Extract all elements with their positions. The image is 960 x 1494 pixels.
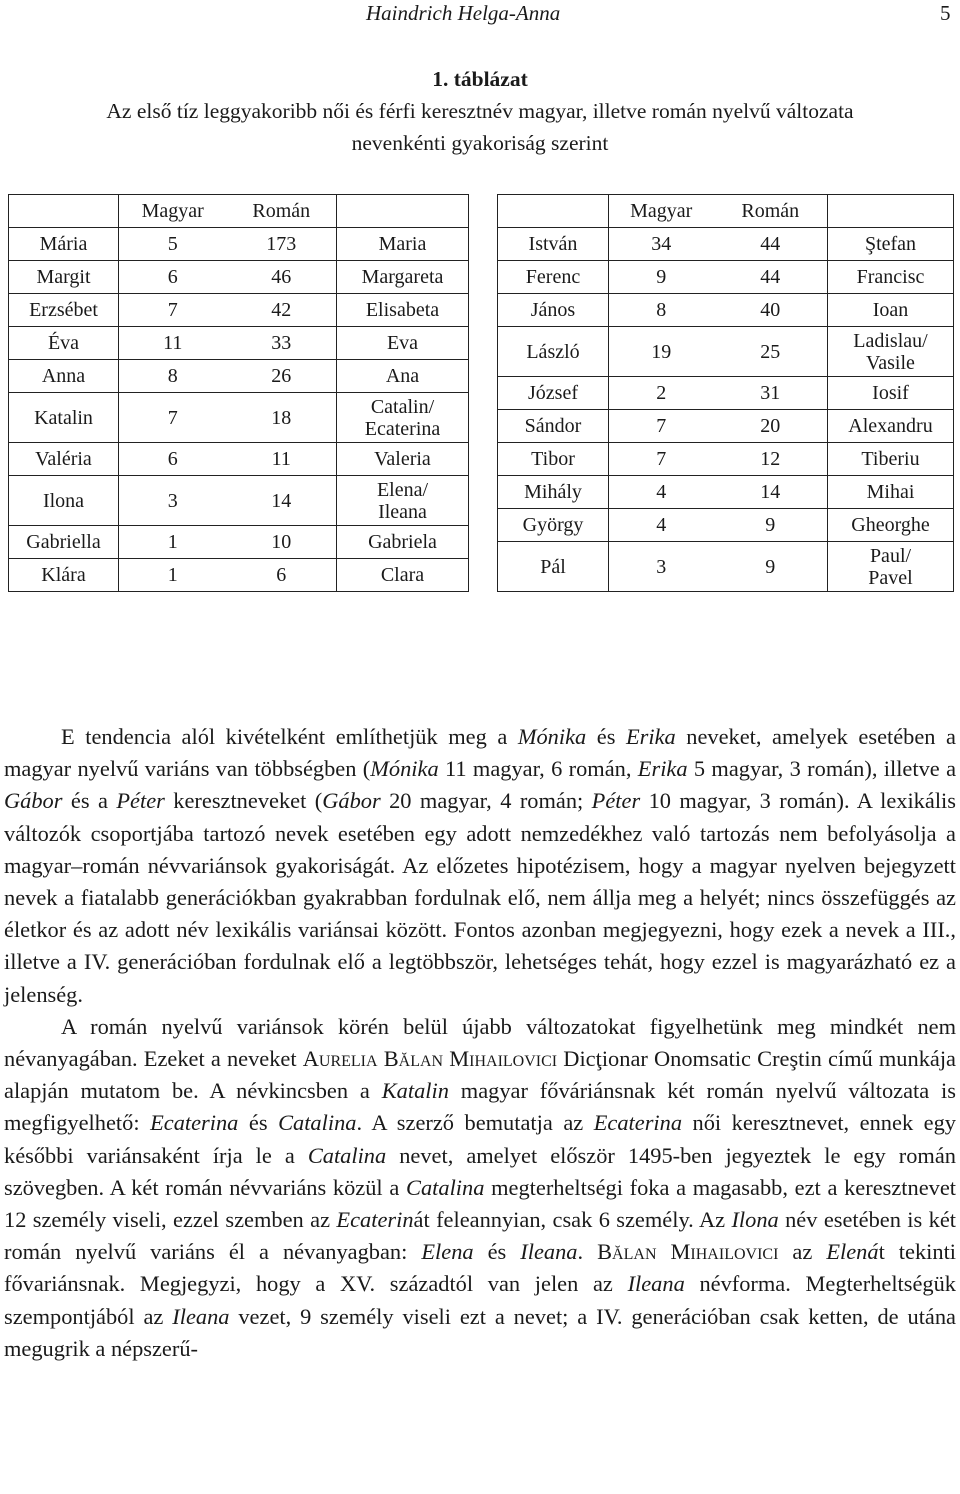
table-cell: Erzsébet [9,294,119,327]
table-cell: Paul/ Pavel [828,542,954,592]
italic-name: Catalina [278,1110,357,1136]
table-row [9,559,469,592]
table-cell: Valeria [337,443,469,476]
table-cell: Sándor [498,410,609,443]
table-header-cell [337,195,469,228]
table-cell: 9 [609,261,714,294]
table-cell: 10 [227,526,337,559]
table-cell: Ioan [828,294,954,327]
table-row [498,476,954,509]
table-row [498,542,954,592]
page-header [0,0,960,30]
table-cell: Mária [9,228,119,261]
text-run: A román nyelvű variánsok körén belül újabb változatokat figyelhetünk meg mindkét nem névanyagában. Ezeket a neveket [4,1013,956,1072]
table-cell: Mihai [828,476,954,509]
table-row [9,327,469,360]
text-run: az [778,1239,827,1265]
table-cell: Ilona [9,476,119,526]
table-cell: István [498,228,609,261]
italic-name: Katalin [381,1078,449,1104]
text-run: és [238,1110,279,1136]
table-header-cell: Román [714,195,828,228]
table-header-cell: Román [227,195,337,228]
table-row [498,261,954,294]
table-row [9,228,469,261]
table-header-cell: Magyar [609,195,714,228]
table-row [498,443,954,476]
table-cell: Margareta [337,261,469,294]
italic-name: Ileana [172,1303,230,1329]
table-cell: 3 [119,476,227,526]
running-head-author: Haindrich Helga-Anna [366,1,561,25]
table-cell: 12 [714,443,828,476]
table-row [498,327,954,377]
table-cell: 44 [714,261,828,294]
table-cell: 4 [609,509,714,542]
italic-name: Elena [421,1239,474,1265]
table-number: 1. táblázat [432,67,528,91]
table-cell: Iosif [828,377,954,410]
table-cell: Gabriella [9,526,119,559]
table-row [9,294,469,327]
text-run: 10 magyar, 3 román). A lexikális változók csoportjába tartozó nevek esetében egy adott nemzedékhez való tartozás nem befolyásolja a magyar–román névvariánsok gyakoriságát. Az előzetes hipotézisem, hogy a magyar nyelven bejegyzett nevek a fiatalabb generációkban gyakrabban fordulnak elő, nem állja meg a helyét; nincs összefüggés az életkor és az adott név lexikális variánsai között. Fontos azonban megjegyezni, hogy ezek a nevek a III., illetve a IV. generációban fordulnak elő a legtöbbször, lehetséges tehát, hogy ezzel is magyarázható ez a jelenség. [4,788,956,1007]
table-cell: Valéria [9,443,119,476]
table-cell: 7 [119,294,227,327]
table-cell: Eva [337,327,469,360]
table-cell: 173 [227,228,337,261]
text-run: megterheltségi foka a magasabb, ezt a keresztnevet 12 személy viseli, ezzel szemben az [4,1174,956,1233]
table-row [498,294,954,327]
text-run: névforma. Megterheltségük szempontjából az [4,1271,956,1329]
text-run: . A szerző bemutatja az [356,1110,594,1136]
text-run: név esetében is két román nyelvű variáns él a névanyagban: [4,1207,956,1265]
table-cell: Maria [337,228,469,261]
table-cell: 14 [714,476,828,509]
table-cell: János [498,294,609,327]
text-run: Dicţionar Onomsatic Creştin című munkája alapján mutatom be. A névkincsben a [4,1046,956,1104]
table-cell: Anna [9,360,119,393]
table-cell: 19 [609,327,714,377]
table-caption [0,63,960,159]
italic-name: Catalina [307,1142,387,1168]
table-cell: Ladislau/ Vasile [828,327,954,377]
table-cell: 1 [119,559,227,592]
table-header-cell [828,195,954,228]
table-cell: Ferenc [498,261,609,294]
table-cell: Elisabeta [337,294,469,327]
table-header-row [9,195,469,228]
table-row [9,476,469,526]
table-header-row [498,195,954,228]
text-run: neveket, amelyek esetében a magyar nyelvű variáns van többségben ( [4,724,956,782]
table-row [9,526,469,559]
text-run: t tekinti fővariánsnak. Megjegyzi, hogy a XV. századtól van jelen az [4,1239,957,1297]
italic-name: Erika [625,724,676,749]
text-run: . [577,1239,598,1265]
female-names-table [8,194,469,592]
table-header-cell: Magyar [119,195,227,228]
table-cell: Clara [337,559,469,592]
table-row [498,377,954,410]
italic-name: Ileana [627,1271,685,1297]
body-text [4,721,956,1365]
text-run: 20 magyar, 4 román; [380,788,592,814]
table-header-cell [498,195,609,228]
table-row [498,509,954,542]
table-cell: 8 [609,294,714,327]
author-name: Aurelia Bălan Mihailovici [302,1046,558,1072]
table-cell: Katalin [9,393,119,443]
text-run: és [473,1239,521,1265]
table-cell: 9 [714,509,828,542]
table-cell: Margit [9,261,119,294]
italic-name: Ilona [731,1207,779,1233]
table-header-cell [9,195,119,228]
table-cell: Catalin/ Ecaterina [337,393,469,443]
italic-name: Elená [826,1239,879,1265]
table-cell: Tiberiu [828,443,954,476]
table-cell: 4 [609,476,714,509]
text-run: magyar főváriánsnak két román nyelvű változata is megfigyelhető: [4,1078,956,1136]
table-row [498,228,954,261]
table-cell: 33 [227,327,337,360]
text-run: E tendencia alól kivételként említhetjük meg a [61,724,518,749]
table-cell: 26 [227,360,337,393]
table-cell: Klára [9,559,119,592]
italic-name: Mónika [517,724,587,749]
table-cell: György [498,509,609,542]
italic-name: Ecaterin [336,1207,414,1233]
table-cell: 5 [119,228,227,261]
table-cell: 31 [714,377,828,410]
text-run: női keresztnevet, ennek egy későbbi variánsaként írja le a [4,1110,956,1168]
table-cell: Ştefan [828,228,954,261]
table-cell: 11 [227,443,337,476]
table-cell: 8 [119,360,227,393]
table-row [9,360,469,393]
table-cell: 7 [609,443,714,476]
table-cell: 1 [119,526,227,559]
table-cell: 44 [714,228,828,261]
table-cell: Gheorghe [828,509,954,542]
table-cell: 18 [227,393,337,443]
table-cell: 40 [714,294,828,327]
italic-name: Ecaterina [150,1110,239,1136]
paragraph-2 [4,1011,956,1365]
table-cell: 7 [609,410,714,443]
page-number: 5 [940,1,951,25]
table-cell: 6 [227,559,337,592]
table-cell: 6 [119,261,227,294]
text-run: keresztneveket ( [164,788,323,814]
table-cell: Mihály [498,476,609,509]
table-cell: 42 [227,294,337,327]
table-cell: 14 [227,476,337,526]
table-cell: Éva [9,327,119,360]
table-cell: Francisc [828,261,954,294]
text-run: 11 magyar, 6 román, [438,756,638,782]
table-row [9,261,469,294]
table-cell: Tibor [498,443,609,476]
table-cell: 20 [714,410,828,443]
table-cell: 3 [609,542,714,592]
italic-name: Ileana [520,1239,578,1265]
table-cell: 9 [714,542,828,592]
table-row [9,393,469,443]
table-cell: 34 [609,228,714,261]
table-cell: 7 [119,393,227,443]
italic-name: Mónika [370,756,439,782]
table-cell: József [498,377,609,410]
text-run: 5 magyar, 3 román), illetve a [687,756,957,782]
italic-name: Gábor [4,788,63,814]
text-run: és [586,724,626,749]
paragraph-1 [4,721,956,1011]
male-names-table [497,194,954,592]
table-row [498,410,954,443]
text-run: vezet, 9 személy viseli ezt a nevet; a IV. generációban csak ketten, de utána megugrik a népszerű- [4,1303,956,1361]
table-cell: 25 [714,327,828,377]
table-title-line-2: nevenkénti gyakoriság szerint [351,131,609,155]
text-run: át feleannyian, csak 6 személy. Az [413,1207,732,1233]
italic-name: Catalina [406,1174,485,1200]
italic-name: Erika [637,756,688,782]
table-cell: Elena/ Ileana [337,476,469,526]
table-cell: 11 [119,327,227,360]
table-cell: Alexandru [828,410,954,443]
italic-name: Gábor [322,788,381,814]
table-cell: 2 [609,377,714,410]
table-cell: Gabriela [337,526,469,559]
table-cell: 6 [119,443,227,476]
table-cell: Pál [498,542,609,592]
italic-name: Ecaterina [593,1110,683,1136]
text-run: nevet, amelyet először 1495-ben jegyeztek le egy román szövegben. A két román névvariáns közül a [4,1142,956,1200]
table-cell: 46 [227,261,337,294]
table-title-line-1: Az első tíz leggyakoribb női és férfi keresztnév magyar, illetve román nyelvű változata [106,99,854,123]
table-row [9,443,469,476]
italic-name: Péter [116,788,165,814]
text-run: és a [62,788,117,814]
italic-name: Péter [591,788,641,814]
author-name: Bălan Mihailovici [597,1239,779,1265]
table-cell: László [498,327,609,377]
table-cell: Ana [337,360,469,393]
